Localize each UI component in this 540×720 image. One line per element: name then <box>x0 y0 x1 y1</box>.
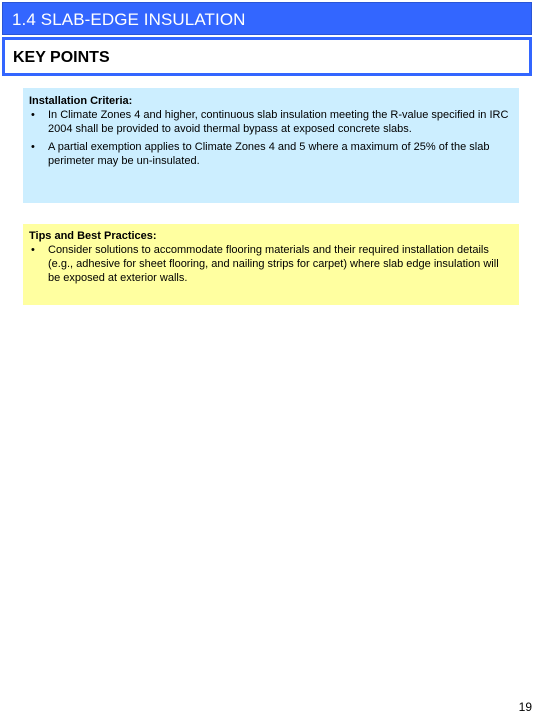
key-points-title: KEY POINTS <box>13 49 110 66</box>
list-item-text: Consider solutions to accommodate flooring materials and their required installation details (e.g., adhesive for sheet flooring, and nailing strips for carpet) where slab edge insulation will be exposed at exterior walls. <box>48 244 499 284</box>
list-item <box>29 243 513 285</box>
bullet-icon: • <box>31 244 35 256</box>
installation-criteria-list <box>29 108 513 168</box>
section-title: 1.4 SLAB-EDGE INSULATION <box>12 10 246 29</box>
installation-criteria-heading: Installation Criteria: <box>29 95 133 107</box>
key-points-box <box>2 37 532 76</box>
tips-panel <box>23 224 519 305</box>
installation-criteria-panel <box>23 88 519 203</box>
section-header-bar <box>2 2 532 35</box>
list-item-text: In Climate Zones 4 and higher, continuous slab insulation meeting the R-value specified in IRC 2004 shall be provided to avoid thermal bypass at exposed concrete slabs. <box>48 109 509 135</box>
list-item <box>29 108 513 136</box>
bullet-icon: • <box>31 141 35 153</box>
page-number: 19 <box>518 700 532 714</box>
list-item-text: A partial exemption applies to Climate Zones 4 and 5 where a maximum of 25% of the slab perimeter may be un-insulated. <box>48 141 490 167</box>
tips-heading: Tips and Best Practices: <box>29 230 157 242</box>
list-item <box>29 140 513 168</box>
tips-list <box>29 243 513 285</box>
bullet-icon: • <box>31 109 35 121</box>
